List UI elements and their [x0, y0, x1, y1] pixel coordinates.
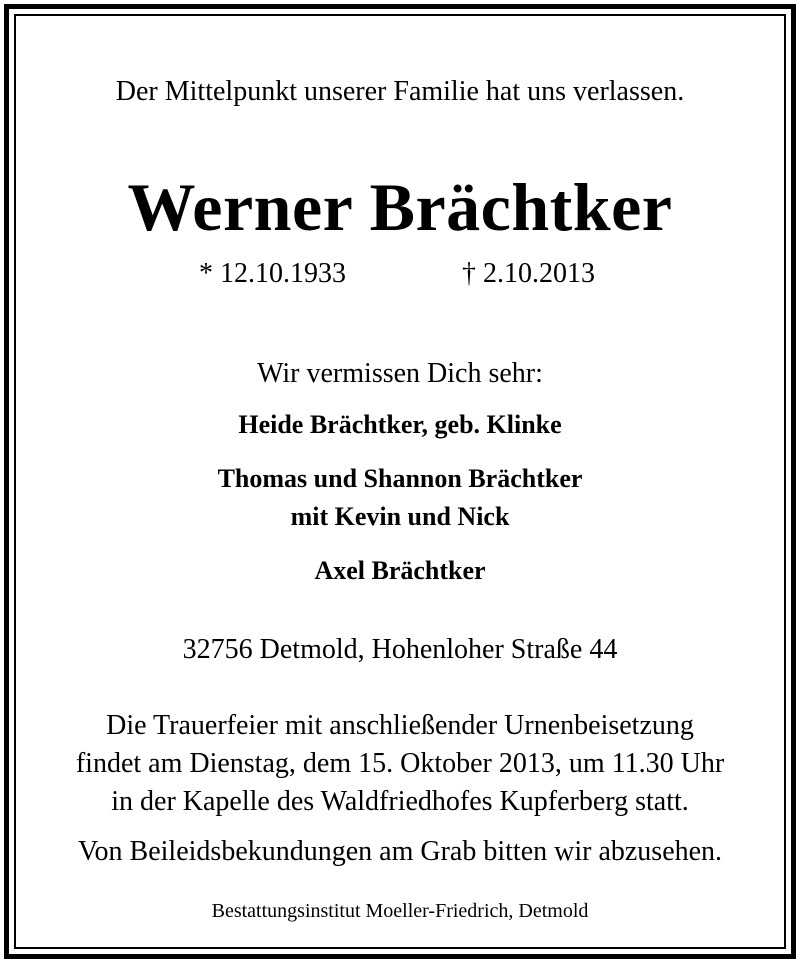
miss-line: Wir vermissen Dich sehr:	[257, 358, 543, 389]
deceased-name: Werner Brächtker	[127, 169, 673, 245]
mourner-line: mit Kevin und Nick	[290, 502, 510, 531]
mourner-line: Thomas und Shannon Brächtker	[217, 464, 583, 493]
family-address: 32756 Detmold, Hohenloher Straße 44	[182, 634, 618, 665]
undertaker-credit: Bestattungsinstitut Moeller-Friedrich, Detmold	[211, 900, 589, 922]
service-info-line: in der Kapelle des Waldfriedhofes Kupferberg statt.	[111, 786, 689, 817]
death-date: † 2.10.2013	[462, 258, 595, 289]
condolence-note: Von Beileidsbekundungen am Grab bitten wir abzusehen.	[77, 836, 723, 867]
service-info-line: findet am Dienstag, dem 15. Oktober 2013, um 11.30 Uhr	[75, 748, 725, 779]
mourner-line: Axel Brächtker	[314, 556, 486, 585]
mourner-line: Heide Brächtker, geb. Klinke	[238, 410, 562, 439]
service-info-line: Die Trauerfeier mit anschließender Urnenbeisetzung	[106, 710, 694, 741]
intro-text: Der Mittelpunkt unserer Familie hat uns verlassen.	[115, 76, 685, 107]
birth-date: * 12.10.1933	[199, 258, 346, 289]
